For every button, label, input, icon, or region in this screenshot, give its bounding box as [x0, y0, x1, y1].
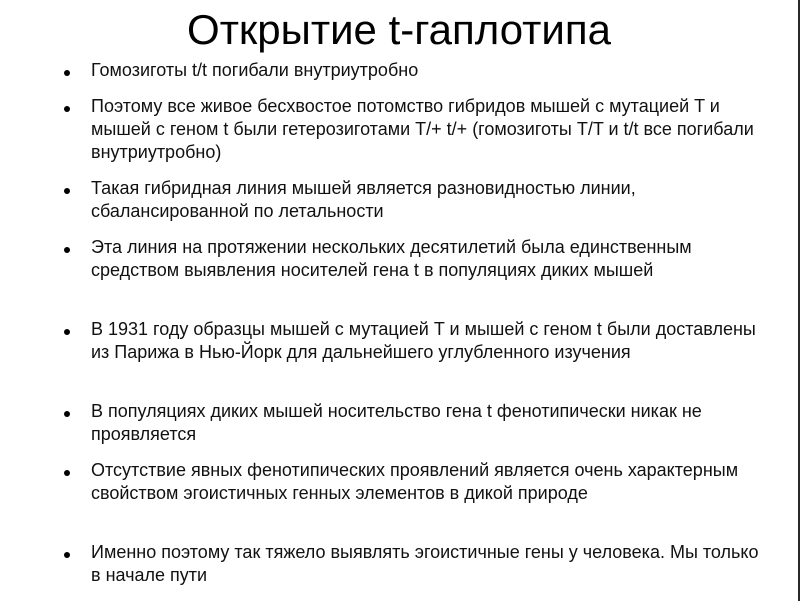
bullet-dot-icon	[64, 188, 70, 194]
bullet-dot-icon	[64, 106, 70, 112]
bullet-text: Именно поэтому так тяжело выявлять эгоистичные гены у человека. Мы только в начале пути	[91, 542, 759, 585]
bullet-dot-icon	[64, 70, 70, 76]
slide-title: Открытие t-гаплотипа	[187, 6, 611, 53]
bullet-text: Такая гибридная линия мышей является разновидностью линии, сбалансированной по летальности	[91, 178, 636, 221]
bullet-dot-icon	[64, 470, 70, 476]
bullet-dot-icon	[64, 329, 70, 335]
bullet-text: В популяциях диких мышей носительство гена t фенотипически никак не проявляется	[91, 401, 702, 444]
bullet-text: Поэтому все живое бесхвостое потомство гибридов мышей с мутацией T и мышей с геном t были гетерозиготами T/+ t/+ (гомозиготы T/T и t/t все погибали внутриутробно)	[91, 96, 754, 162]
bullet-dot-icon	[64, 247, 70, 253]
bullet-text: Гомозиготы t/t погибали внутриутробно	[91, 60, 419, 80]
bullet-text: В 1931 году образцы мышей с мутацией T и мышей с геном t были доставлены из Парижа в Нью-Йорк для дальнейшего углубленного изучения	[91, 319, 756, 362]
bullet-dot-icon	[64, 411, 70, 417]
bullet-text: Эта линия на протяжении нескольких десятилетий была единственным средством выявления носителей гена t в популяциях диких мышей	[91, 237, 692, 280]
bullet-text: Отсутствие явных фенотипических проявлений является очень характерным свойством эгоистичных генных элементов в дикой природе	[91, 460, 739, 503]
bullet-dot-icon	[64, 552, 70, 558]
